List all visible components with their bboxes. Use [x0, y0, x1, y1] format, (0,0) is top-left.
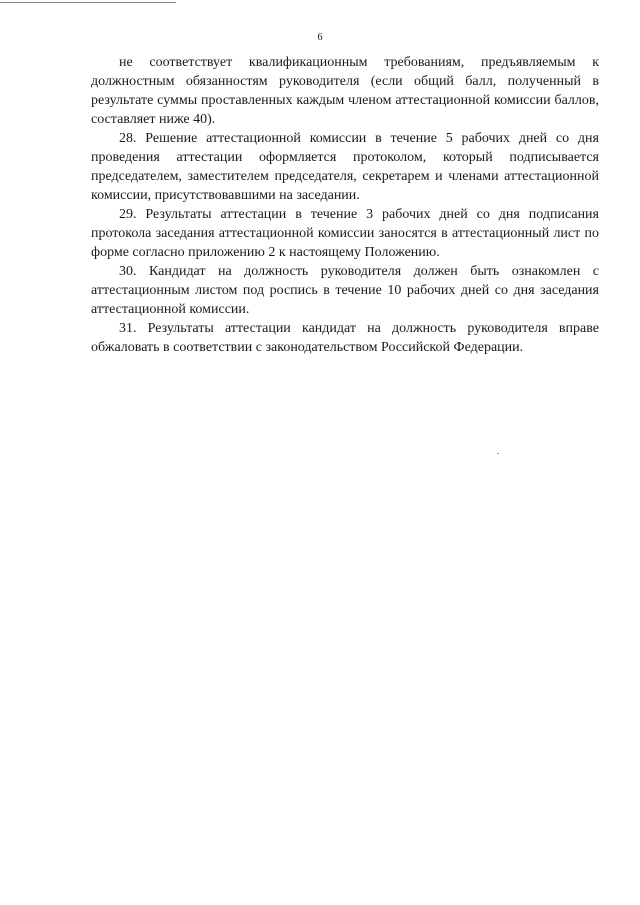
- page-number: 6: [317, 32, 323, 43]
- paragraph-31: 31. Результаты аттестации кандидат на должность руководителя вправе обжаловать в соответствии с законодательством Российской Федерации.: [91, 321, 599, 355]
- scan-edge-line: [0, 2, 176, 3]
- paragraph-30: 30. Кандидат на должность руководителя должен быть ознакомлен с аттестационным листом под роспись в течение 10 рабочих дней со дня заседания аттестационной комиссии.: [91, 264, 599, 317]
- paragraph-29: 29. Результаты аттестации в течение 3 рабочих дней со дня подписания протокола заседания аттестационной комиссии заносятся в аттестационный лист по форме согласно приложению 2 к настоящему Положению.: [91, 207, 599, 260]
- document-body: [91, 53, 599, 357]
- paragraph-28: 28. Решение аттестационной комиссии в течение 5 рабочих дней со дня проведения аттестации оформляется протоколом, который подписывается председателем, заместителем председателя, секретарем и членами аттестационной комиссии, присутствовавшими на заседании.: [91, 131, 599, 203]
- paragraph-continuation: не соответствует квалификационным требованиям, предъявляемым к должностным обязанностям руководителя (если общий балл, полученный в результате суммы проставленных каждым членом аттестационной комиссии баллов, составляет ниже 40).: [91, 55, 599, 127]
- scan-speck: [497, 453, 499, 454]
